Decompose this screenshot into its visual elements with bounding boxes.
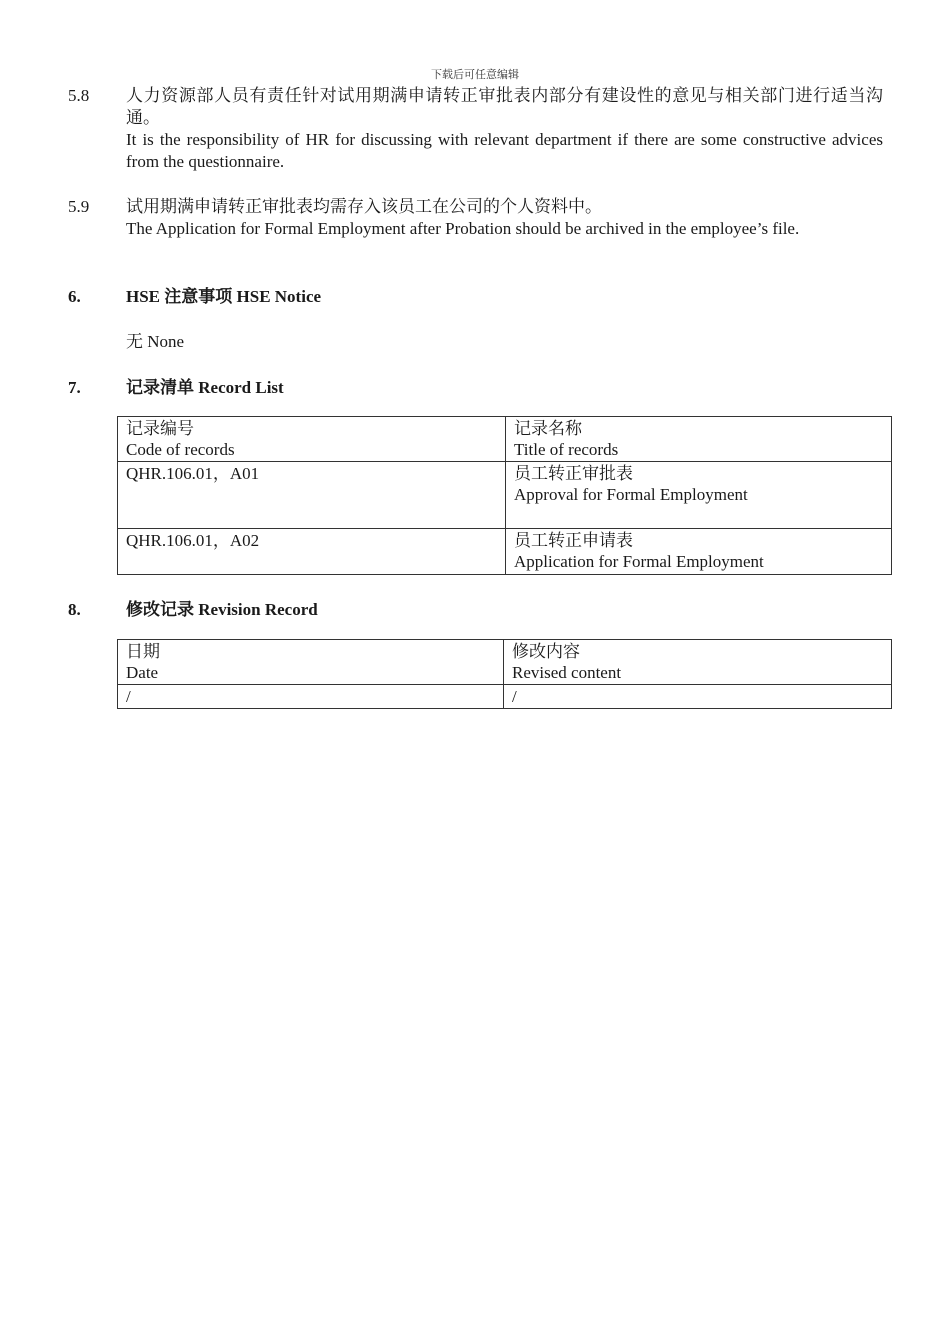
section-5-9-number: 5.9 <box>68 197 90 216</box>
revision-content-header-en: Revised content <box>512 663 622 682</box>
revision-date-header-en: Date <box>126 663 159 682</box>
section-5-9 <box>68 196 883 240</box>
section-8-number: 8. <box>68 600 81 619</box>
record-code-header-zh: 记录编号 <box>126 419 194 438</box>
record-title-cell <box>506 529 892 575</box>
record-title-header-en: Title of records <box>514 440 619 459</box>
section-6-heading <box>68 286 883 308</box>
record-title-header-zh: 记录名称 <box>514 419 582 438</box>
revision-record-table <box>117 639 892 709</box>
record-list-header-code <box>118 417 506 462</box>
revision-content-cell: / <box>504 685 892 709</box>
section-7-heading <box>68 377 883 399</box>
table-row <box>118 685 892 709</box>
record-code-cell <box>118 462 506 529</box>
section-5-8-english-text: It is the responsibility of HR for discussing with relevant department if there are some constructive advices from the questionnaire. <box>126 130 883 171</box>
revision-content-header-zh: 修改内容 <box>512 642 580 661</box>
section-7-number: 7. <box>68 378 81 397</box>
section-6-number: 6. <box>68 287 81 306</box>
revision-date-cell: / <box>118 685 504 709</box>
record-list-table <box>117 416 892 575</box>
section-5-8-number: 5.8 <box>68 86 90 105</box>
section-5-9-chinese-text: 试用期满申请转正审批表均需存入该员工在公司的个人资料中。 <box>126 197 602 216</box>
table-row <box>118 462 892 529</box>
table-row <box>118 529 892 575</box>
record-title-en: Application for Formal Employment <box>514 552 764 571</box>
record-title-zh: 员工转正审批表 <box>514 464 633 483</box>
record-list-header-title <box>506 417 892 462</box>
revision-header-date <box>118 640 504 685</box>
record-title-cell <box>506 462 892 529</box>
revision-date-header-zh: 日期 <box>126 642 160 661</box>
section-5-8-chinese-text: 人力资源部人员有责任针对试用期满申请转正审批表内部分有建设性的意见与相关部门进行适当沟通。 <box>126 86 883 127</box>
record-code: QHR.106.01，A02 <box>126 531 260 550</box>
record-code: QHR.106.01，A01 <box>126 464 260 483</box>
record-code-header-en: Code of records <box>126 440 235 459</box>
section-7-title: 记录清单 Record List <box>126 378 284 397</box>
record-title-en: Approval for Formal Employment <box>514 485 748 504</box>
record-code-cell <box>118 529 506 575</box>
revision-header-content <box>504 640 892 685</box>
section-6-title: HSE 注意事项 HSE Notice <box>126 287 322 306</box>
section-8-heading <box>68 599 883 621</box>
record-list-header-row <box>118 417 892 462</box>
record-title-zh: 员工转正申请表 <box>514 531 633 550</box>
section-5-9-english-text: The Application for Formal Employment after Probation should be archived in the employee’s file. <box>126 219 800 238</box>
section-6-content: 无 None <box>126 332 185 351</box>
section-8-title: 修改记录 Revision Record <box>126 600 318 619</box>
revision-header-row <box>118 640 892 685</box>
section-5-8 <box>68 85 883 173</box>
page-header-note: 下载后可任意编辑 <box>431 69 519 81</box>
